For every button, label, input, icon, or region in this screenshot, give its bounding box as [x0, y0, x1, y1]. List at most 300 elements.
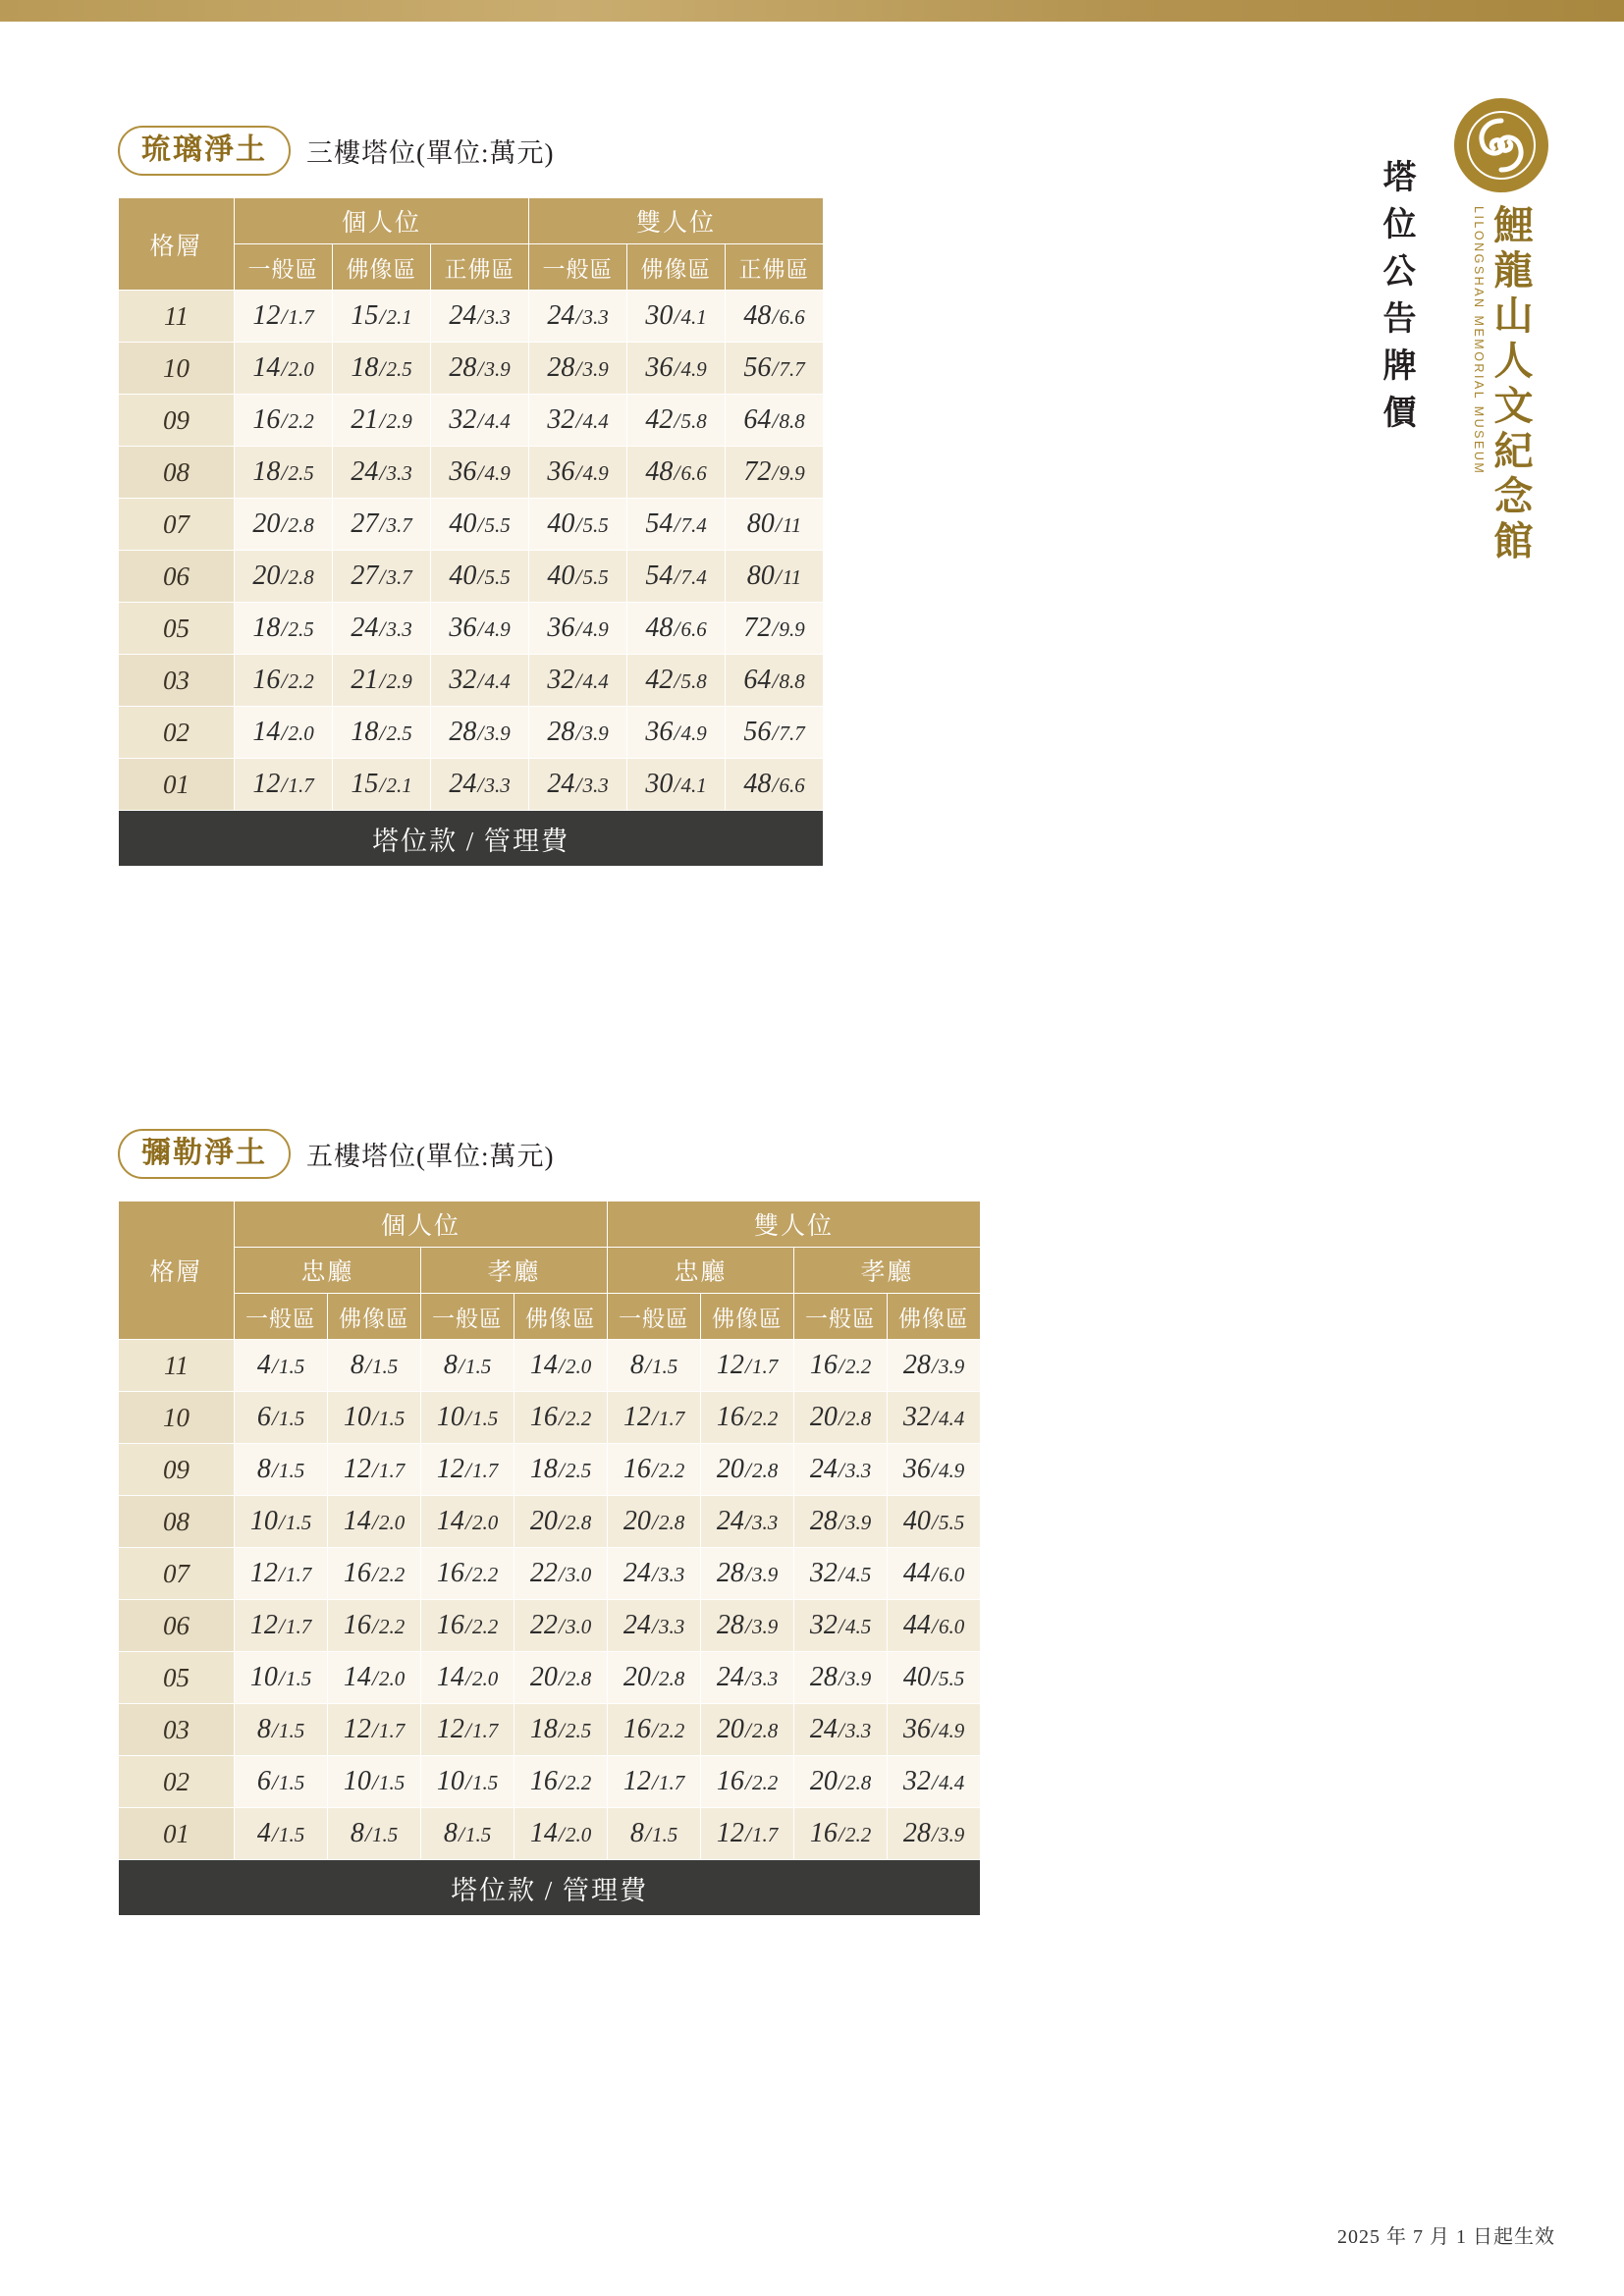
price-amount: 20 — [252, 508, 281, 539]
floor-label: 10 — [119, 343, 235, 395]
price-separator: / — [575, 408, 582, 433]
section-subtitle: 三樓塔位(單位:萬元) — [306, 138, 555, 168]
price-separator: / — [379, 304, 386, 329]
management-fee: 3.3 — [658, 1615, 685, 1638]
price-separator: / — [558, 1458, 565, 1482]
price-amount: 6 — [256, 1402, 271, 1432]
management-fee: 3.3 — [844, 1719, 872, 1742]
price-separator: / — [772, 668, 779, 693]
price-cell — [888, 1496, 981, 1548]
management-fee: 2.2 — [288, 409, 314, 433]
price-cell — [888, 1756, 981, 1808]
price-cell — [235, 1704, 328, 1756]
management-fee: 3.9 — [484, 721, 511, 745]
management-fee: 6.6 — [680, 461, 707, 485]
price-cell — [608, 1756, 701, 1808]
price-separator: / — [772, 616, 779, 641]
price-separator: / — [575, 460, 582, 485]
price-separator: / — [772, 408, 779, 433]
price-amount: 42 — [645, 404, 674, 435]
price-cell — [328, 1808, 421, 1860]
price-separator: / — [575, 773, 582, 797]
price-separator: / — [772, 721, 779, 745]
table-row — [119, 551, 824, 603]
price-separator: / — [464, 1718, 471, 1742]
price-separator: / — [371, 1770, 378, 1794]
management-fee: 1.7 — [751, 1355, 779, 1378]
price-cell — [514, 1496, 608, 1548]
management-fee: 1.5 — [371, 1355, 399, 1378]
price-separator: / — [379, 616, 386, 641]
price-cell — [333, 447, 431, 499]
management-fee: 4.4 — [582, 409, 609, 433]
price-separator: / — [281, 304, 288, 329]
management-fee: 1.7 — [378, 1459, 406, 1482]
table-footer — [119, 811, 824, 867]
price-cell — [888, 1652, 981, 1704]
price-amount: 20 — [623, 1662, 651, 1692]
price-amount: 56 — [743, 717, 772, 747]
price-cell — [333, 499, 431, 551]
price-cell — [888, 1808, 981, 1860]
price-cell — [333, 291, 431, 343]
price-cell — [888, 1548, 981, 1600]
price-amount: 14 — [529, 1818, 558, 1848]
price-cell — [514, 1756, 608, 1808]
price-amount: 8 — [443, 1350, 458, 1380]
management-fee: 4.9 — [484, 617, 511, 641]
price-separator: / — [371, 1666, 378, 1690]
floor-label: 05 — [119, 603, 235, 655]
management-fee: 9.9 — [779, 461, 805, 485]
price-separator: / — [744, 1510, 751, 1534]
price-amount: 8 — [443, 1818, 458, 1848]
price-amount: 16 — [436, 1610, 464, 1640]
price-cell — [888, 1600, 981, 1652]
price-cell — [529, 343, 627, 395]
table-row — [119, 447, 824, 499]
management-fee: 4.1 — [680, 305, 707, 329]
price-amount: 8 — [350, 1818, 364, 1848]
price-separator: / — [744, 1718, 751, 1742]
management-fee: 3.7 — [386, 565, 412, 589]
floor-label: 05 — [119, 1652, 235, 1704]
price-separator: / — [477, 460, 484, 485]
price-separator: / — [458, 1822, 464, 1846]
price-separator: / — [371, 1718, 378, 1742]
management-fee: 4.4 — [484, 669, 511, 693]
price-separator: / — [674, 304, 680, 329]
price-separator: / — [744, 1406, 751, 1430]
price-amount: 6 — [256, 1766, 271, 1796]
management-fee: 3.9 — [582, 357, 609, 381]
price-separator: / — [477, 616, 484, 641]
price-cell — [726, 655, 824, 707]
price-separator: / — [838, 1510, 844, 1534]
management-fee: 2.2 — [288, 669, 314, 693]
price-separator: / — [838, 1562, 844, 1586]
price-separator: / — [744, 1666, 751, 1690]
price-cell — [328, 1496, 421, 1548]
price-separator: / — [278, 1562, 285, 1586]
column-header: 一般區 — [235, 244, 333, 291]
management-fee: 3.9 — [582, 721, 609, 745]
price-amount: 20 — [809, 1766, 838, 1796]
price-separator: / — [281, 668, 288, 693]
price-cell — [431, 395, 529, 447]
price-cell — [608, 1444, 701, 1496]
price-separator: / — [558, 1354, 565, 1378]
price-separator: / — [558, 1406, 565, 1430]
floor-label: 09 — [119, 1444, 235, 1496]
price-cell — [235, 1756, 328, 1808]
price-cell — [328, 1704, 421, 1756]
price-amount: 32 — [449, 665, 477, 695]
price-amount: 12 — [343, 1714, 371, 1744]
price-separator: / — [271, 1770, 278, 1794]
price-amount: 80 — [746, 561, 775, 591]
price-separator: / — [281, 512, 288, 537]
price-separator: / — [772, 356, 779, 381]
price-amount: 80 — [746, 508, 775, 539]
price-cell — [627, 343, 726, 395]
price-cell — [421, 1444, 514, 1496]
column-header: 正佛區 — [726, 244, 824, 291]
column-header: 正佛區 — [431, 244, 529, 291]
management-fee: 2.2 — [378, 1615, 406, 1638]
management-fee: 4.9 — [938, 1459, 965, 1482]
price-amount: 24 — [449, 300, 477, 331]
price-amount: 10 — [343, 1766, 371, 1796]
price-amount: 72 — [743, 456, 772, 487]
management-fee: 6.0 — [938, 1615, 965, 1638]
management-fee: 2.5 — [288, 461, 314, 485]
management-fee: 1.5 — [378, 1771, 406, 1794]
price-amount: 12 — [623, 1402, 651, 1432]
price-amount: 28 — [809, 1506, 838, 1536]
management-fee: 7.4 — [680, 513, 707, 537]
brand-name-chinese: 鯉龍山人文紀念館 — [1489, 204, 1533, 565]
price-cell — [627, 499, 726, 551]
floor-label: 01 — [119, 759, 235, 811]
management-fee: 3.7 — [386, 513, 412, 537]
price-cell — [421, 1340, 514, 1392]
price-amount: 32 — [809, 1610, 838, 1640]
price-separator: / — [558, 1614, 565, 1638]
price-cell — [529, 447, 627, 499]
price-cell — [701, 1340, 794, 1392]
price-amount: 24 — [809, 1454, 838, 1484]
price-table-third-floor — [118, 197, 824, 867]
swirl-logo-icon — [1454, 98, 1548, 192]
price-cell — [235, 1496, 328, 1548]
price-separator: / — [558, 1510, 565, 1534]
price-amount: 24 — [623, 1610, 651, 1640]
management-fee: 3.3 — [484, 305, 511, 329]
management-fee: 1.7 — [751, 1823, 779, 1846]
floor-label: 09 — [119, 395, 235, 447]
management-fee: 4.4 — [582, 669, 609, 693]
top-gold-bar — [0, 0, 1624, 22]
price-separator: / — [674, 408, 680, 433]
management-fee: 3.0 — [565, 1615, 592, 1638]
management-fee: 4.4 — [938, 1771, 965, 1794]
management-fee: 3.3 — [844, 1459, 872, 1482]
price-separator: / — [674, 668, 680, 693]
price-amount: 32 — [809, 1558, 838, 1588]
column-header: 佛像區 — [328, 1294, 421, 1340]
section-header — [118, 126, 824, 176]
management-fee: 6.6 — [779, 305, 805, 329]
column-header: 一般區 — [529, 244, 627, 291]
management-fee: 3.9 — [938, 1355, 965, 1378]
table-row — [119, 1340, 981, 1392]
price-amount: 28 — [809, 1662, 838, 1692]
price-amount: 22 — [529, 1610, 558, 1640]
management-fee: 6.0 — [938, 1563, 965, 1586]
price-amount: 32 — [547, 665, 575, 695]
price-cell — [421, 1704, 514, 1756]
price-separator: / — [379, 460, 386, 485]
price-amount: 12 — [436, 1714, 464, 1744]
management-fee: 1.5 — [278, 1823, 305, 1846]
price-cell — [328, 1652, 421, 1704]
management-fee: 2.0 — [471, 1511, 499, 1534]
price-cell — [794, 1652, 888, 1704]
price-separator: / — [281, 408, 288, 433]
table-row — [119, 655, 824, 707]
hall-header: 忠廳 — [608, 1248, 794, 1294]
price-amount: 4 — [256, 1818, 271, 1848]
table-row — [119, 343, 824, 395]
price-separator: / — [271, 1718, 278, 1742]
price-amount: 28 — [902, 1818, 931, 1848]
price-cell — [701, 1600, 794, 1652]
price-separator: / — [744, 1354, 751, 1378]
management-fee: 1.5 — [471, 1407, 499, 1430]
price-amount: 10 — [343, 1402, 371, 1432]
price-amount: 8 — [629, 1818, 644, 1848]
price-cell — [431, 759, 529, 811]
table-row — [119, 759, 824, 811]
price-separator: / — [379, 512, 386, 537]
price-cell — [514, 1652, 608, 1704]
price-cell — [431, 447, 529, 499]
management-fee: 1.7 — [285, 1615, 312, 1638]
price-amount: 16 — [623, 1454, 651, 1484]
price-cell — [608, 1496, 701, 1548]
price-cell — [328, 1600, 421, 1652]
price-amount: 28 — [547, 352, 575, 383]
management-fee: 4.4 — [938, 1407, 965, 1430]
price-amount: 28 — [449, 717, 477, 747]
price-separator: / — [651, 1666, 658, 1690]
price-amount: 64 — [743, 404, 772, 435]
floor-label: 08 — [119, 1496, 235, 1548]
management-fee: 2.2 — [751, 1407, 779, 1430]
price-separator: / — [464, 1406, 471, 1430]
price-cell — [627, 707, 726, 759]
price-separator: / — [651, 1718, 658, 1742]
price-cell — [235, 603, 333, 655]
management-fee: 3.3 — [386, 461, 412, 485]
management-fee: 4.9 — [582, 461, 609, 485]
price-cell — [421, 1600, 514, 1652]
management-fee: 2.8 — [844, 1407, 872, 1430]
price-cell — [529, 707, 627, 759]
price-amount: 28 — [449, 352, 477, 383]
price-amount: 36 — [547, 456, 575, 487]
price-separator: / — [772, 773, 779, 797]
price-cell — [726, 551, 824, 603]
management-fee: 4.5 — [844, 1563, 872, 1586]
price-amount: 18 — [351, 352, 379, 383]
price-amount: 32 — [902, 1766, 931, 1796]
price-cell — [794, 1548, 888, 1600]
column-header: 一般區 — [608, 1294, 701, 1340]
price-separator: / — [931, 1718, 938, 1742]
price-separator: / — [838, 1718, 844, 1742]
price-separator: / — [575, 564, 582, 589]
price-amount: 20 — [809, 1402, 838, 1432]
price-cell — [514, 1340, 608, 1392]
price-amount: 20 — [623, 1506, 651, 1536]
price-separator: / — [558, 1770, 565, 1794]
price-separator: / — [464, 1770, 471, 1794]
price-separator: / — [674, 773, 680, 797]
table-row — [119, 1756, 981, 1808]
effective-date: 2025 年 7 月 1 日起生效 — [1337, 2226, 1555, 2248]
price-amount: 16 — [716, 1402, 744, 1432]
section-header — [118, 1129, 981, 1179]
price-cell — [794, 1392, 888, 1444]
management-fee: 1.7 — [658, 1771, 685, 1794]
price-separator: / — [744, 1614, 751, 1638]
management-fee: 2.5 — [565, 1719, 592, 1742]
floor-label: 01 — [119, 1808, 235, 1860]
price-separator: / — [458, 1354, 464, 1378]
price-amount: 54 — [645, 561, 674, 591]
price-cell — [726, 759, 824, 811]
price-amount: 10 — [436, 1766, 464, 1796]
price-separator: / — [477, 512, 484, 537]
price-separator: / — [281, 616, 288, 641]
price-separator: / — [838, 1406, 844, 1430]
price-cell — [529, 655, 627, 707]
price-cell — [333, 395, 431, 447]
column-header: 佛像區 — [514, 1294, 608, 1340]
management-fee: 2.1 — [386, 774, 412, 797]
price-separator: / — [371, 1562, 378, 1586]
price-amount: 40 — [547, 561, 575, 591]
price-cell — [235, 1444, 328, 1496]
price-cell — [328, 1392, 421, 1444]
management-fee: 5.8 — [680, 409, 707, 433]
price-cell — [627, 603, 726, 655]
price-cell — [235, 1340, 328, 1392]
price-cell — [529, 759, 627, 811]
price-cell — [235, 291, 333, 343]
management-fee: 2.8 — [565, 1667, 592, 1690]
price-cell — [328, 1340, 421, 1392]
management-fee: 1.7 — [285, 1563, 312, 1586]
management-fee: 4.9 — [484, 461, 511, 485]
management-fee: 1.7 — [288, 774, 314, 797]
price-amount: 20 — [529, 1662, 558, 1692]
price-separator: / — [371, 1406, 378, 1430]
price-amount: 12 — [436, 1454, 464, 1484]
table-row — [119, 1392, 981, 1444]
price-amount: 64 — [743, 665, 772, 695]
price-amount: 40 — [547, 508, 575, 539]
management-fee: 2.2 — [844, 1355, 872, 1378]
price-cell — [726, 395, 824, 447]
management-fee: 3.3 — [582, 305, 609, 329]
table-row — [119, 1496, 981, 1548]
price-separator: / — [674, 616, 680, 641]
price-amount: 24 — [716, 1506, 744, 1536]
price-cell — [328, 1444, 421, 1496]
price-separator: / — [772, 460, 779, 485]
price-amount: 14 — [252, 352, 281, 383]
floor-label: 11 — [119, 291, 235, 343]
price-amount: 30 — [645, 769, 674, 799]
management-fee: 2.2 — [471, 1615, 499, 1638]
floor-label: 11 — [119, 1340, 235, 1392]
price-cell — [514, 1444, 608, 1496]
management-fee: 1.5 — [278, 1771, 305, 1794]
price-separator: / — [838, 1666, 844, 1690]
price-separator: / — [371, 1510, 378, 1534]
section-pill-label: 彌勒淨土 — [118, 1129, 291, 1179]
floor-label: 02 — [119, 707, 235, 759]
price-separator: / — [464, 1614, 471, 1638]
section-mile — [118, 1129, 981, 1916]
price-cell — [514, 1704, 608, 1756]
price-cell — [328, 1756, 421, 1808]
price-amount: 54 — [645, 508, 674, 539]
price-amount: 12 — [623, 1766, 651, 1796]
price-amount: 48 — [645, 613, 674, 643]
price-amount: 16 — [343, 1610, 371, 1640]
price-amount: 48 — [645, 456, 674, 487]
management-fee: 3.3 — [484, 774, 511, 797]
price-amount: 16 — [252, 404, 281, 435]
management-fee: 1.5 — [278, 1355, 305, 1378]
management-fee: 4.9 — [680, 721, 707, 745]
brand-block — [1320, 98, 1565, 565]
price-cell — [888, 1444, 981, 1496]
management-fee: 3.9 — [844, 1667, 872, 1690]
price-amount: 24 — [623, 1558, 651, 1588]
price-cell — [701, 1652, 794, 1704]
price-cell — [608, 1704, 701, 1756]
price-separator: / — [281, 564, 288, 589]
group-header: 個人位 — [235, 1201, 608, 1248]
price-separator: / — [379, 356, 386, 381]
price-separator: / — [278, 1666, 285, 1690]
price-cell — [608, 1340, 701, 1392]
management-fee: 4.5 — [844, 1615, 872, 1638]
management-fee: 1.5 — [278, 1407, 305, 1430]
management-fee: 6.6 — [779, 774, 805, 797]
table-row — [119, 1548, 981, 1600]
price-amount: 40 — [449, 508, 477, 539]
price-cell — [333, 551, 431, 603]
management-fee: 2.5 — [386, 357, 412, 381]
price-amount: 44 — [902, 1610, 931, 1640]
price-separator: / — [931, 1510, 938, 1534]
